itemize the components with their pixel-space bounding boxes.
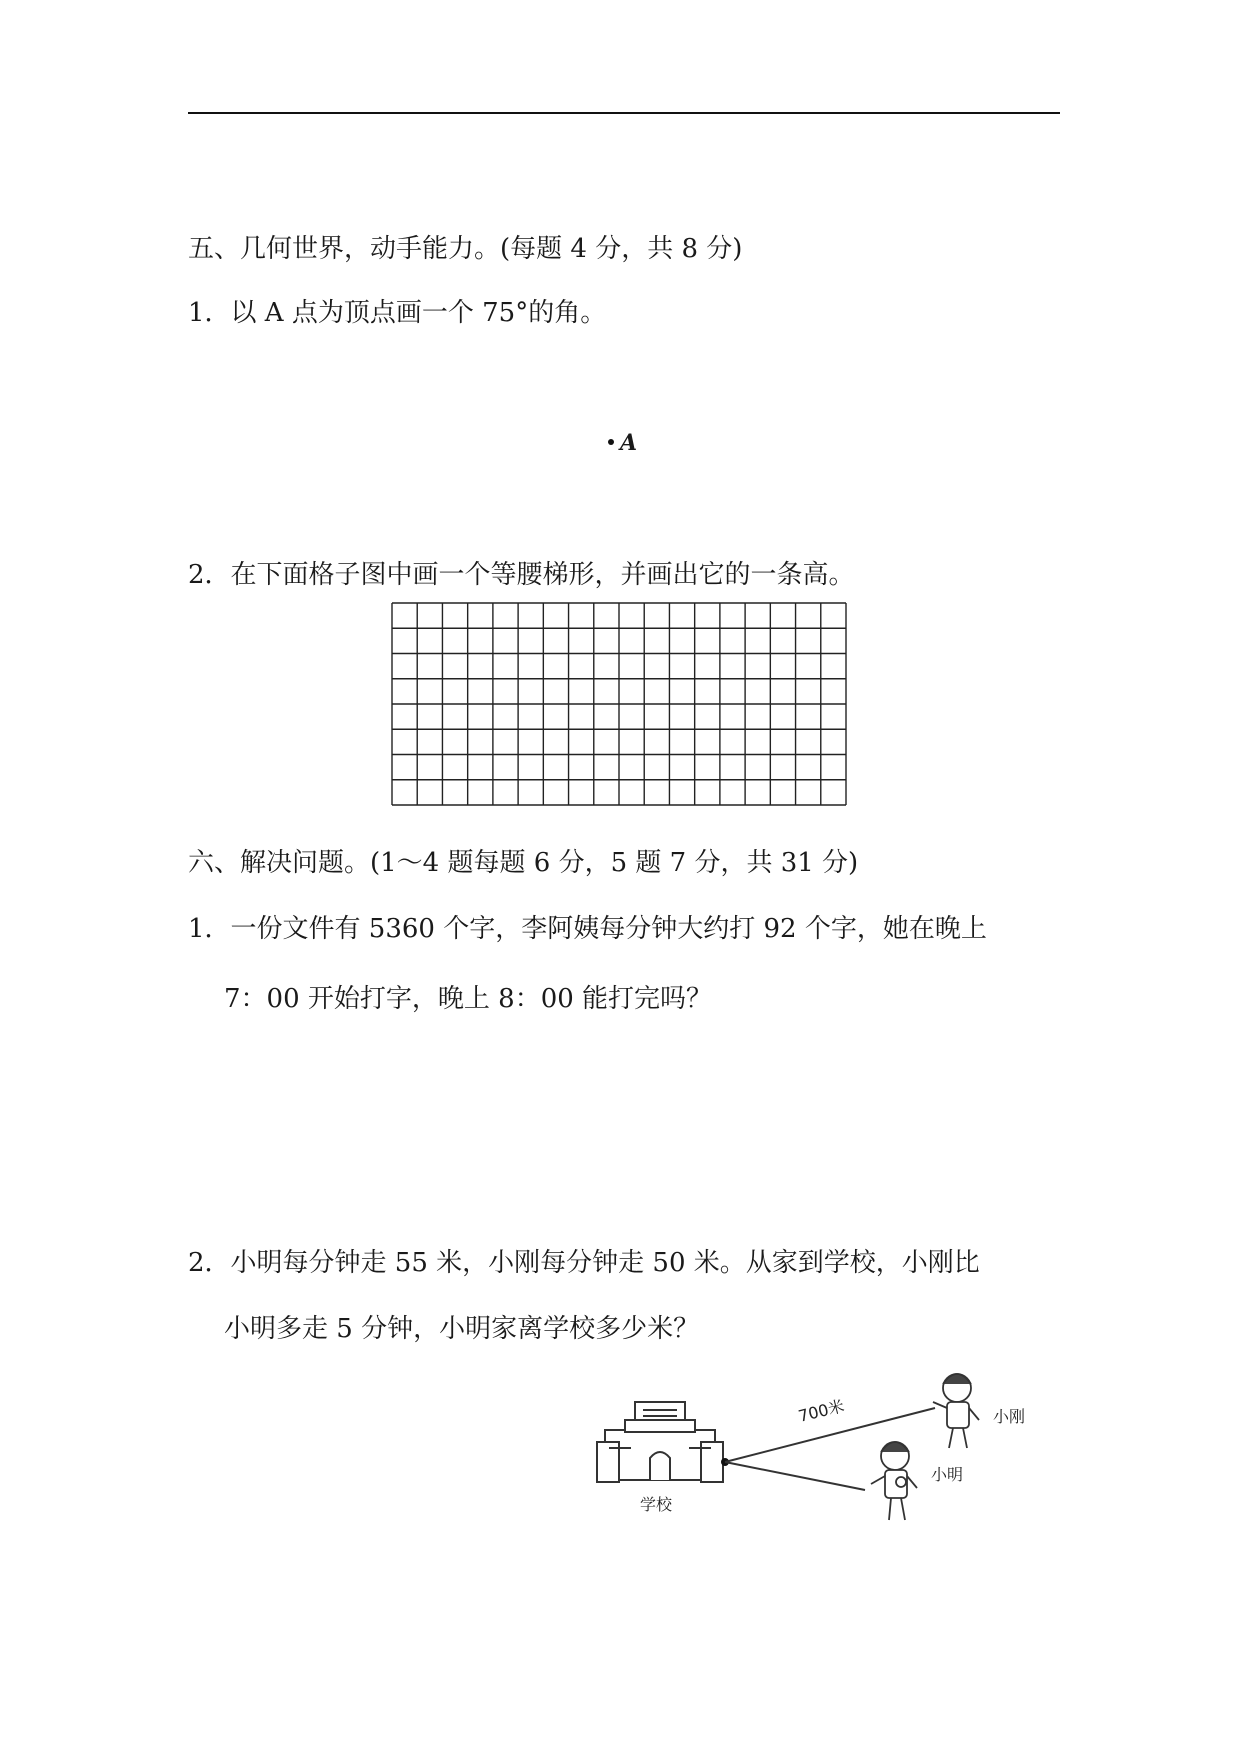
header-rule [188,112,1060,114]
xiaogang-label: 小刚 [993,1407,1026,1426]
section-5-question-2: 2．在下面格子图中画一个等腰梯形，并画出它的一条高。 [188,560,855,590]
xiaoming-figure [871,1442,917,1520]
point-a-dot [608,439,614,445]
section-6-question-1-line-1: 1．一份文件有 5360 个字，李阿姨每分钟大约打 92 个字，她在晚上 [188,914,987,944]
distance-label: 700米 [796,1396,847,1426]
school-building [597,1402,723,1482]
distance-illustration [595,1350,1055,1550]
xiaoming-label: 小明 [931,1465,964,1484]
square-grid[interactable] [390,601,848,807]
section-6-question-2-line-2: 小明多走 5 分钟，小明家离学校多少米？ [224,1314,700,1344]
line-to-xiaoming [725,1462,865,1490]
section-6-question-1-line-2: 7：00 开始打字，晚上 8：00 能打完吗？ [224,984,713,1014]
section-5-title: 五、几何世界，动手能力。(每题 4 分，共 8 分) [188,234,743,264]
school-label: 学校 [640,1495,673,1514]
section-6-title: 六、解决问题。(1～4 题每题 6 分，5 题 7 分，共 31 分) [188,848,859,878]
section-5-question-1: 1．以 A 点为顶点画一个 75°的角。 [188,298,607,328]
xiaogang-figure [933,1374,979,1448]
point-a [608,430,637,456]
section-6-question-2-line-1: 2．小明每分钟走 55 米，小刚每分钟走 50 米。从家到学校，小刚比 [188,1248,980,1278]
point-a-label: A [620,430,638,456]
